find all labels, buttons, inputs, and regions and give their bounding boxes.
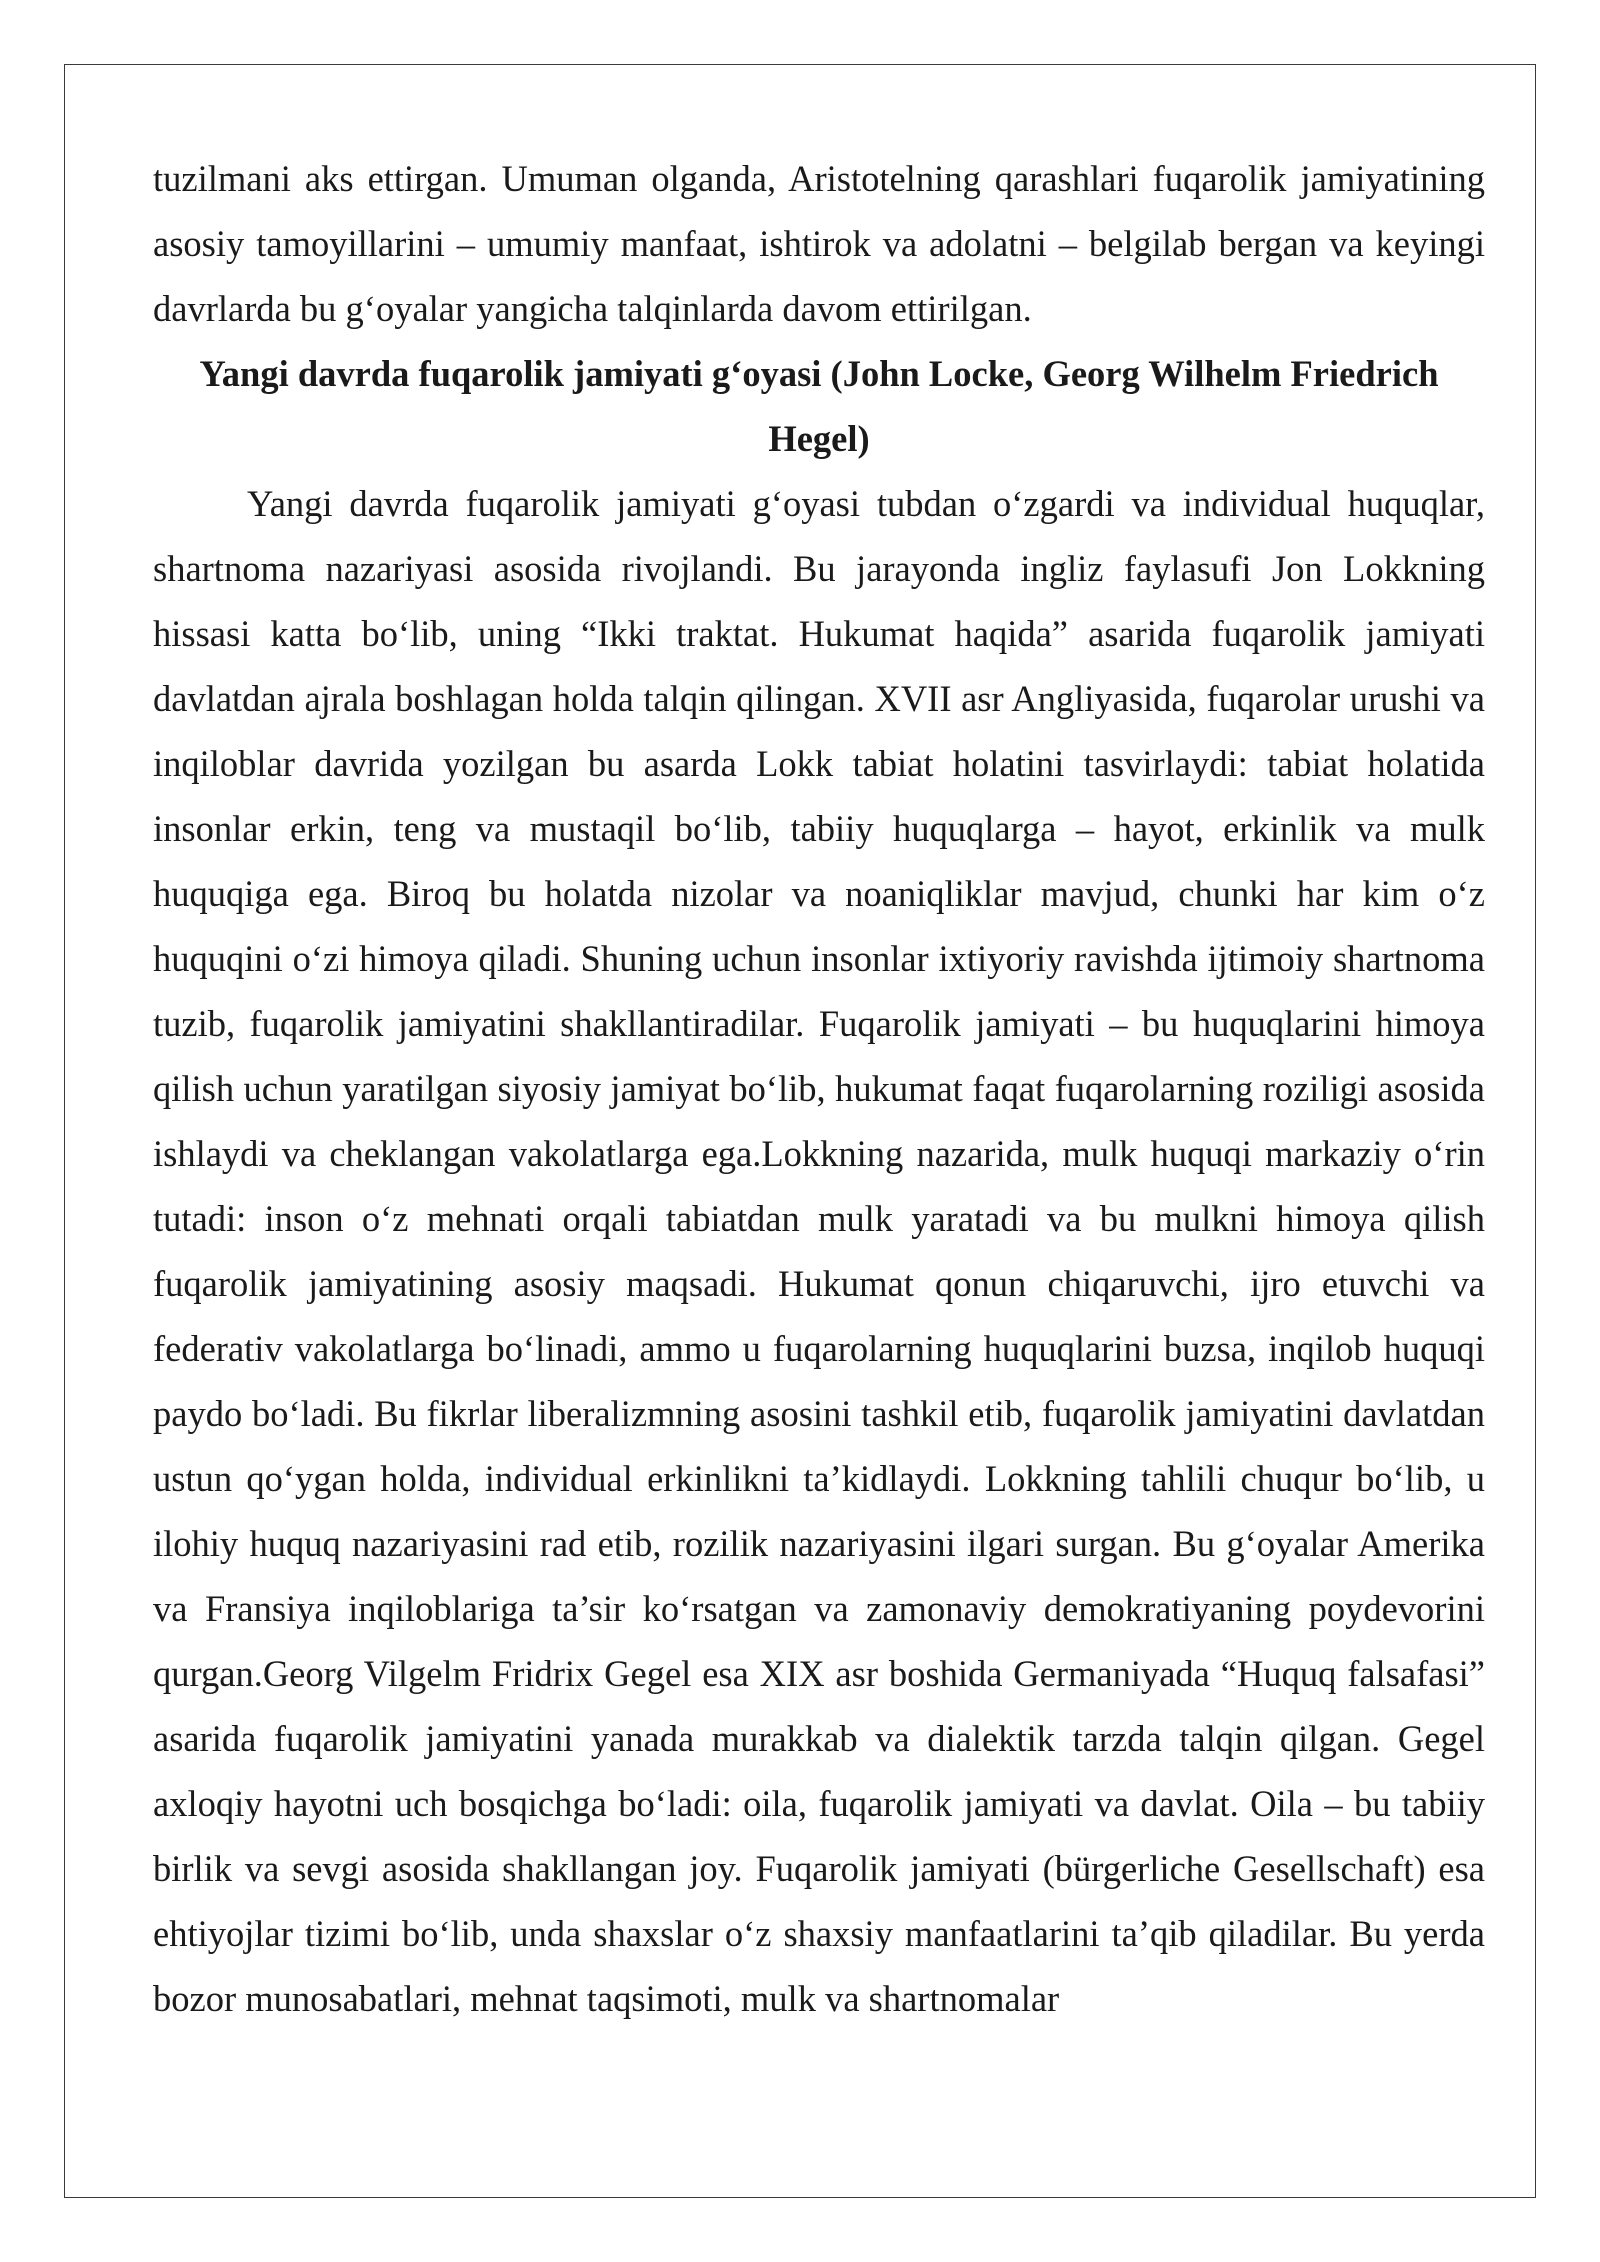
document-body (153, 146, 1485, 2031)
continuation-paragraph: tuzilmani aks ettirgan. Umuman olganda, Aristotelning qarashlari fuqarolik jamiyatining asosiy tamoyillarini – umumiy manfaat, ishtirok va adolatni – belgilab bergan va keyingi davrlarda bu g‘oyalar yangicha talqinlarda davom ettirilgan. (153, 158, 1485, 329)
body-paragraph: Yangi davrda fuqarolik jamiyati g‘oyasi tubdan o‘zgardi va individual huquqlar, shartnoma nazariyasi asosida rivojlandi. Bu jarayonda ingliz faylasufi Jon Lokkning hissasi katta bo‘lib, uning “Ikki traktat. Hukumat haqida” asarida fuqarolik jamiyati davlatdan ajrala boshlagan holda talqin qilingan. XVII asr Angliyasida, fuqarolar urushi va inqiloblar davrida yozilgan bu asarda Lokk tabiat holatini tasvirlaydi: tabiat holatida insonlar erkin, teng va mustaqil bo‘lib, tabiiy huquqlarga – hayot, erkinlik va mulk huquqiga ega. Biroq bu holatda nizolar va noaniqliklar mavjud, chunki har kim o‘z huquqini o‘zi himoya qiladi. Shuning uchun insonlar ixtiyoriy ravishda ijtimoiy shartnoma tuzib, fuqarolik jamiyatini shakllantiradilar. Fuqarolik jamiyati – bu huquqlarini himoya qilish uchun yaratilgan siyosiy jamiyat bo‘lib, hukumat faqat fuqarolarning roziligi asosida ishlaydi va cheklangan vakolatlarga ega.Lokkning nazarida, mulk huquqi markaziy o‘rin tutadi: inson o‘z mehnati orqali tabiatdan mulk yaratadi va bu mulkni himoya qilish fuqarolik jamiyatining asosiy maqsadi. Hukumat qonun chiqaruvchi, ijro etuvchi va federativ vakolatlarga bo‘linadi, ammo u fuqarolarning huquqlarini buzsa, inqilob huquqi paydo bo‘ladi. Bu fikrlar liberalizmning asosini tashkil etib, fuqarolik jamiyatini davlatdan ustun qo‘ygan holda, individual erkinlikni ta’kidlaydi. Lokkning tahlili chuqur bo‘lib, u ilohiy huquq nazariyasini rad etib, rozilik nazariyasini ilgari surgan. Bu g‘oyalar Amerika va Fransiya inqiloblariga ta’sir ko‘rsatgan va zamonaviy demokratiyaning poydevorini qurgan.Georg Vilgelm Fridrix Gegel esa XIX asr boshida Germaniyada “Huquq falsafasi” asarida fuqarolik jamiyatini yanada murakkab va dialektik tarzda talqin qilgan. Gegel axloqiy hayotni uch bosqichga bo‘ladi: oila, fuqarolik jamiyati va davlat. Oila – bu tabiiy birlik va sevgi asosida shakllangan joy. Fuqarolik jamiyati (bürgerliche Gesellschaft) esa ehtiyojlar tizimi bo‘lib, unda shaxslar o‘z shaxsiy manfaatlarini ta’qib qiladilar. Bu yerda bozor munosabatlari, mehnat taqsimoti, mulk va shartnomalar (153, 483, 1485, 2019)
section-heading: Yangi davrda fuqarolik jamiyati g‘oyasi (John Locke, Georg Wilhelm Friedrich Hegel) (199, 353, 1439, 459)
